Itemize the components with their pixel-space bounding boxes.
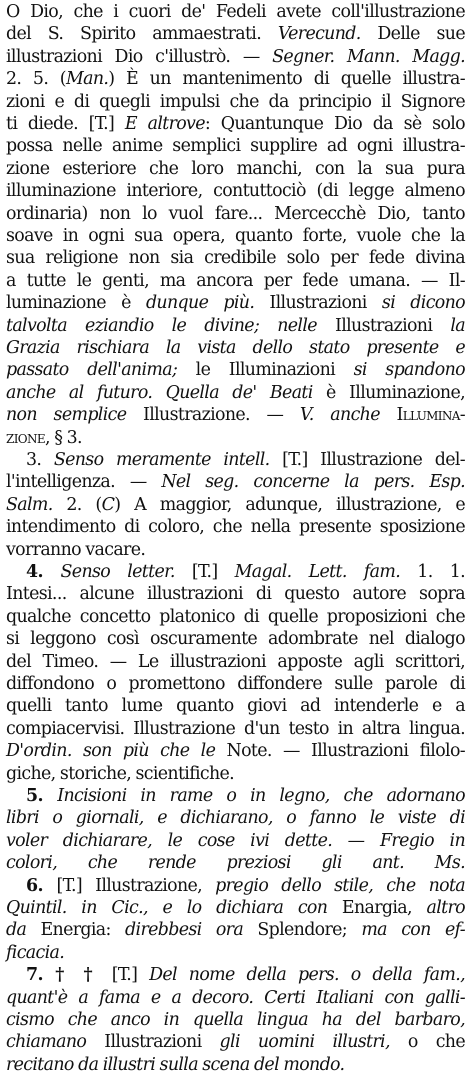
text-run: illustrazioni Dio c'illustrò. (6, 46, 243, 67)
text-line (6, 359, 465, 381)
text-run: 7. † † (26, 965, 112, 986)
text-run: , § 3. (44, 427, 82, 448)
text-run: Del nome della pers. o della fam., (149, 965, 465, 986)
text-line (6, 583, 465, 605)
text-run: è Illuminazione, (312, 382, 465, 403)
text-run: libri o giornali, e dichiarano, o fanno le viste di (6, 808, 465, 829)
text-run: direbbesi ora (125, 920, 244, 941)
text-line (26, 964, 465, 986)
text-line (6, 113, 465, 135)
text-run: zione (6, 427, 45, 448)
text-run: Salm. (6, 494, 53, 515)
text-run: giche, storiche, scientifiche. (6, 763, 235, 784)
text-run: Man. (65, 69, 109, 90)
text-run: Illumina- (379, 405, 465, 426)
text-run: si dicono (381, 293, 465, 314)
text-run: [T.] (174, 562, 235, 582)
text-run: 6. (26, 875, 57, 896)
text-line (6, 225, 465, 247)
text-run: dunque più. (145, 293, 255, 314)
text-run: Illustrazioni (254, 293, 382, 314)
text-line (6, 807, 465, 829)
text-run: non semplice (6, 405, 127, 426)
text-run: 1. 1. (400, 562, 466, 582)
text-run: del Timeo. — Le illustrazioni apposte agli scrittori, (6, 651, 465, 672)
text-run: V. anche (299, 405, 380, 426)
text-run: la (450, 315, 465, 336)
text-line (6, 158, 465, 180)
text-run: recitano da illustri sulla scena del mondo. (6, 1054, 345, 1075)
text-run: altro (426, 898, 465, 918)
text-line (6, 718, 465, 740)
text-run: quelli tanto lume quanto giovi ad intenderle e a (6, 696, 465, 717)
text-line (6, 673, 465, 695)
text-line (6, 539, 465, 561)
text-run: gli uomini illustri, (219, 1032, 390, 1053)
text-run: Illustrazioni (316, 315, 451, 336)
text-run: si spandono (353, 360, 465, 381)
text-run: ficacia. (6, 942, 65, 963)
text-line (6, 852, 465, 874)
text-run: D'ordin. son più che le (6, 741, 216, 762)
text-run: Senso meramente intell. (53, 450, 270, 470)
text-run: — Segner. Mann. Magg. (242, 46, 466, 67)
text-run: intendimento di coloro, che nella presente sposizione (6, 517, 465, 538)
text-line (6, 1009, 465, 1031)
text-line (6, 897, 465, 919)
text-run: vorranno vacare. (6, 539, 146, 560)
text-run: cismo che anco in quella lingua ha del barbaro, (6, 1010, 465, 1030)
text-run: Intesi... alcune illustrazioni di questo autore sopra (6, 584, 465, 605)
text-line (6, 919, 465, 941)
text-line (6, 628, 465, 650)
text-run: [T.] Illustrazione del- (269, 450, 465, 470)
text-run: Grazia rischiara la vista dello stato presente e (6, 338, 465, 358)
text-run: sua religione non sia credibile solo per fede divina (6, 248, 465, 269)
text-run: colori, che rende preziosi gli ant. Ms. (6, 853, 465, 874)
text-line (6, 763, 465, 785)
text-run: : Quantunque Dio da sè solo (204, 114, 465, 134)
text-run: qualche concetto platonico di quelle proposizioni che (6, 606, 465, 627)
text-line (6, 516, 465, 538)
text-run: Illustrazioni (86, 1032, 220, 1053)
text-run: Senso letter. (60, 562, 175, 582)
text-line (6, 695, 465, 717)
text-run: passato dell'anima; (6, 360, 178, 381)
text-run: Note. — Illustrazioni filolo- (215, 741, 466, 762)
text-line (6, 1031, 465, 1053)
text-run: zione esteriore che loro manchi, con la sua pura (6, 158, 465, 179)
text-run: ordinaria) non lo vuol fare... Mercecchè Dio, tanto (6, 203, 465, 224)
text-run: [T.] Illustrazione, (56, 875, 216, 896)
text-line (26, 561, 465, 583)
text-line (6, 404, 465, 426)
text-run: — Nel seg. concerne la pers. Esp. (129, 472, 466, 493)
text-run: O Dio, che i cuori de' Fedeli avete coll'illustrazione (6, 2, 465, 22)
text-line (6, 180, 465, 202)
text-run: Magal. Lett. fam. (234, 562, 401, 582)
text-line (6, 270, 465, 292)
text-run: [T.] (111, 965, 150, 986)
text-run: talvolta eziandio le divine; nelle (6, 315, 317, 336)
text-line (6, 471, 465, 493)
text-run: Quintil. in Cic., e lo dichiara con (6, 898, 328, 918)
text-line (6, 91, 465, 113)
text-run: Delle sue (360, 24, 466, 45)
text-run: Enargia, (327, 898, 427, 918)
text-line (6, 1054, 465, 1076)
text-run: o che (389, 1032, 465, 1053)
text-line (6, 740, 465, 762)
text-run: Energia: (26, 920, 126, 941)
text-run: C (101, 494, 115, 515)
text-line (6, 987, 465, 1009)
text-line (6, 247, 465, 269)
text-line (6, 68, 465, 90)
text-run: Splendore; (243, 920, 362, 941)
text-run: le Illuminazioni (177, 360, 354, 381)
text-run: voler dichiarare, le cose ivi dette. — Fregio in (6, 830, 465, 851)
text-run: ) È un mantenimento di quelle illustra- (108, 69, 465, 90)
text-run: ma con ef- (361, 920, 465, 941)
text-line (6, 315, 465, 337)
text-run: da (6, 920, 27, 941)
text-line (6, 651, 465, 673)
text-line (26, 449, 465, 471)
text-run: del S. Spirito ammaestrati. (6, 24, 278, 45)
text-run: zioni e di quegli impulsi che da principio il Signore (6, 91, 465, 112)
text-run: Incisioni in rame o in legno, che adornano (57, 786, 465, 806)
text-run: quant'è a fama e a decoro. Certi Italiani con galli- (6, 987, 465, 1008)
text-line (6, 135, 465, 157)
text-line (6, 830, 465, 852)
text-run: E altrove (124, 114, 205, 134)
text-run: Illustrazione. — (126, 405, 300, 426)
text-run: possa nelle anime semplici supplire ad ogni illustra- (6, 136, 465, 157)
text-run: illuminazione interiore, contuttociò (di legge almeno (6, 181, 465, 202)
text-run: 3. (26, 450, 54, 470)
text-run: anche al futuro. Quella de' Beati (6, 382, 313, 403)
text-run: 2. 5. ( (6, 69, 66, 90)
text-line (26, 875, 465, 897)
text-run: Verecund. (277, 24, 361, 45)
text-run: diffondono o promettono diffondere sulle parole di (6, 674, 465, 694)
text-line (6, 942, 465, 964)
text-line (6, 606, 465, 628)
text-run: 2. ( (52, 494, 102, 515)
text-line (6, 427, 465, 449)
text-line (6, 382, 465, 404)
text-run: ti diede. [T.] (6, 114, 125, 134)
text-line (6, 46, 465, 68)
text-line (6, 23, 465, 45)
text-run: si leggono così oscuramente adombrate nel dialogo (6, 629, 465, 650)
text-line (6, 494, 465, 516)
text-run: compiacervisi. Illustrazione d'un testo in altra lingua. (6, 718, 465, 739)
text-run: chiamano (6, 1032, 87, 1053)
text-run: ) A maggior, adunque, illustrazione, e (114, 494, 465, 515)
text-run: soave in ogni sua opera, quanto forte, vuole che la (6, 226, 465, 246)
text-line (26, 785, 465, 807)
text-line (6, 337, 465, 359)
text-run: 4. (26, 562, 61, 582)
text-line (6, 203, 465, 225)
text-run: l'intelligenza. (6, 472, 130, 493)
text-run: pregio dello stile, che nota (215, 875, 466, 896)
text-run: luminazione è (6, 293, 146, 314)
text-line (6, 1, 465, 23)
text-line (6, 292, 465, 314)
text-run: a tutte le genti, ma ancora per fede umana. — Il- (6, 270, 465, 291)
text-run: 5. (26, 786, 58, 806)
